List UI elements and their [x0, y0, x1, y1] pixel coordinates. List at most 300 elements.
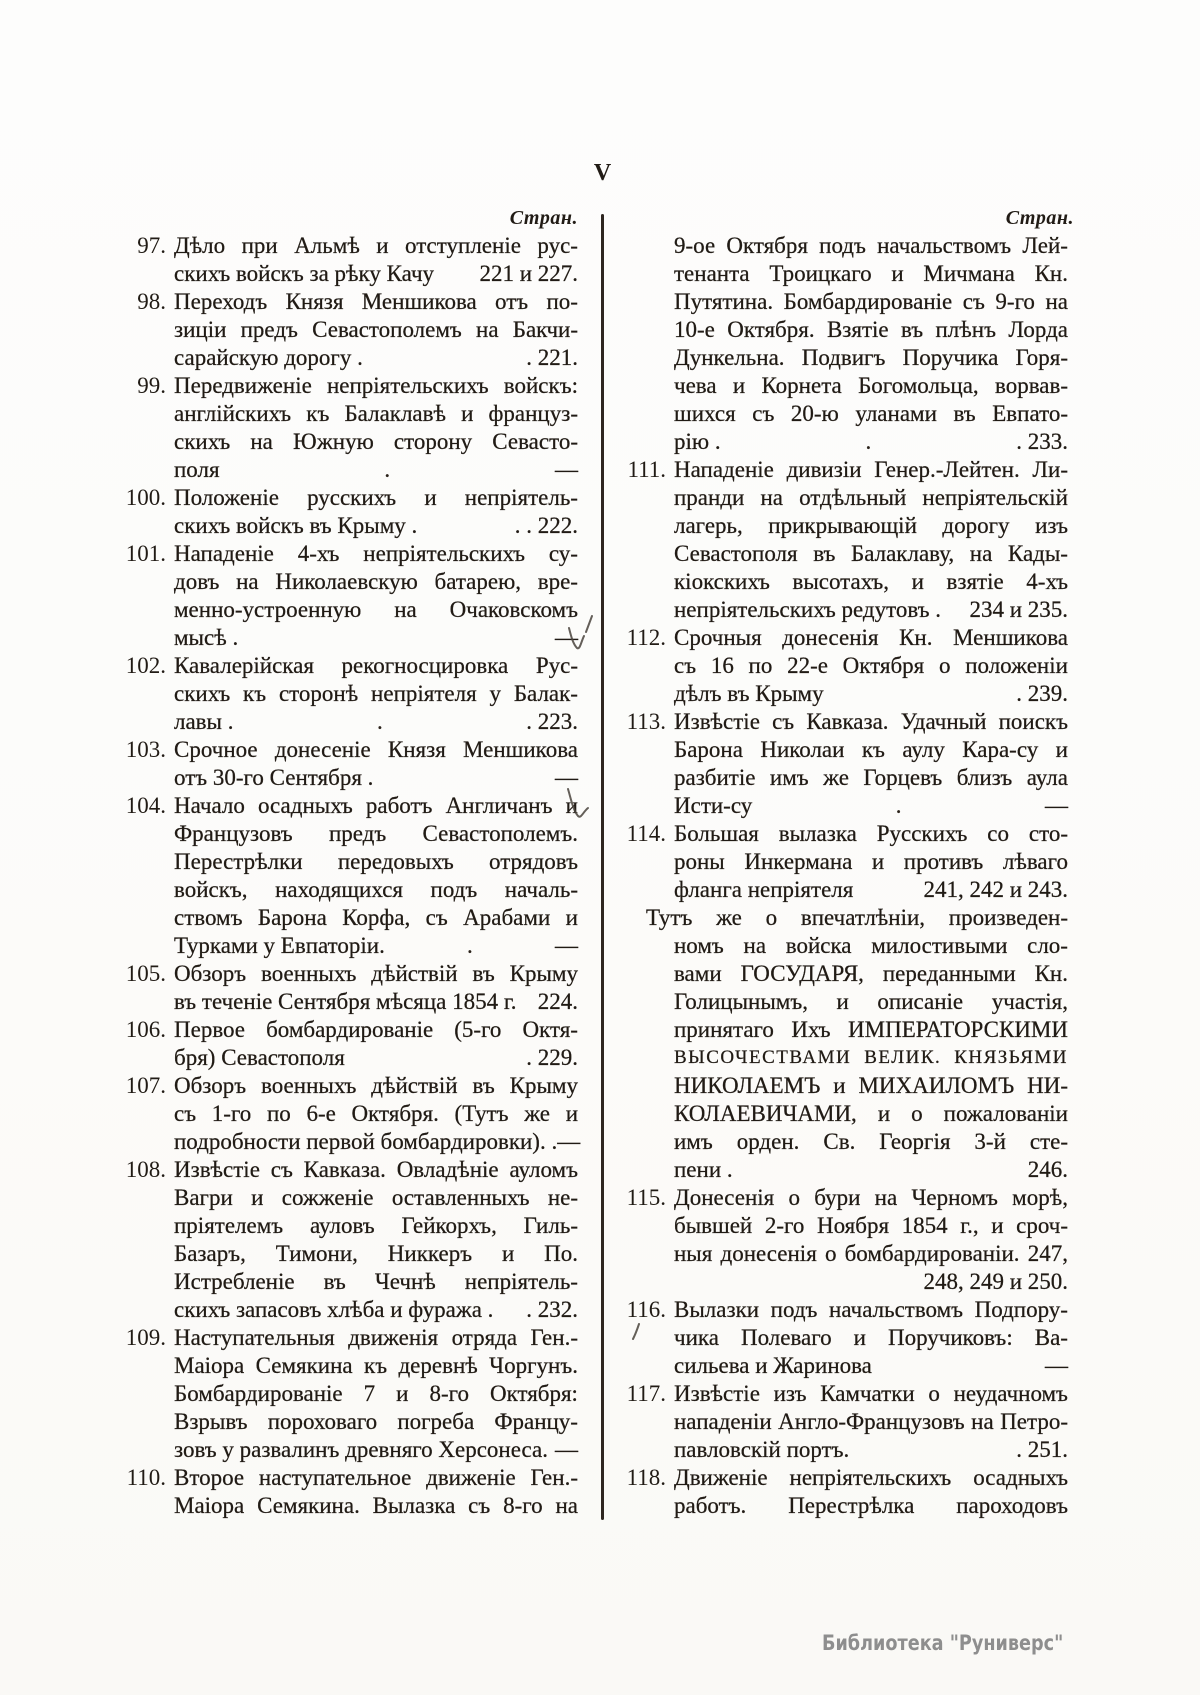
word: Овладѣніе — [396, 1157, 499, 1182]
word: Ноября — [817, 1213, 890, 1238]
word: войска — [785, 933, 852, 958]
word: Ихъ — [791, 1017, 831, 1042]
word: по — [266, 1101, 291, 1126]
toc-line — [174, 232, 578, 260]
entry-text: непріятельскихъ редутовъ . — [674, 597, 942, 622]
toc-line — [674, 652, 1068, 680]
word: Чечнѣ — [374, 1269, 436, 1294]
word: Альмѣ — [294, 233, 360, 258]
word: 3-й — [974, 1129, 1006, 1154]
page-ref: 234 и 235. — [969, 597, 1068, 622]
word: бури — [814, 1185, 861, 1210]
toc-line — [674, 680, 1068, 708]
page-ref: — — [1045, 1353, 1068, 1378]
page-ref: — — [555, 1437, 578, 1462]
word: менно-устроенную — [174, 597, 362, 622]
page-ref: . 233. — [1016, 429, 1068, 454]
word: и — [565, 793, 578, 818]
word: прикрывающій — [768, 513, 917, 538]
toc-line — [174, 820, 578, 848]
word: дивизіи — [786, 457, 862, 482]
page-ref: — — [555, 625, 578, 650]
toc-entry-98 — [137, 288, 578, 372]
word: сторонѣ — [278, 681, 359, 706]
word: движенія — [348, 1325, 439, 1350]
entry-text: пени . — [674, 1157, 733, 1182]
entry-number: 99. — [137, 373, 166, 398]
toc-line — [174, 1100, 578, 1128]
word: въ — [472, 961, 495, 986]
toc-entry-106 — [125, 1016, 578, 1072]
word: Троицкаго — [769, 261, 872, 286]
word: лагерь, — [674, 513, 743, 538]
page-ref: 248, 249 и 250. — [923, 1269, 1068, 1294]
word: въ — [900, 317, 924, 342]
word: номъ — [674, 933, 724, 958]
toc-line — [674, 792, 1068, 820]
word: 6-е — [306, 1101, 336, 1126]
entry-text: фланга непріятеля — [674, 877, 854, 902]
word: Георгія — [879, 1129, 951, 1154]
toc-line — [174, 288, 578, 316]
word: непріятельскихъ — [363, 541, 526, 566]
toc-entry-118 — [626, 1464, 1068, 1520]
toc-line — [674, 540, 1068, 568]
entry-number: 118. — [626, 1465, 666, 1490]
word: о — [765, 905, 778, 930]
word: 9-ое — [674, 233, 716, 258]
word: на — [236, 569, 259, 594]
word: Гиль- — [523, 1213, 578, 1238]
word: принятаго — [674, 1017, 774, 1042]
entry-number: 113. — [626, 709, 666, 734]
word: плѣнъ — [935, 317, 996, 342]
word: передовыхъ — [337, 849, 454, 874]
word: въ — [472, 1073, 495, 1098]
entry-number: 107. — [125, 1073, 166, 1098]
word: Вылазки — [674, 1297, 760, 1322]
word: Второе — [174, 1465, 245, 1490]
word: Балаклаву, — [851, 541, 955, 566]
word: Поручиковъ: — [887, 1325, 1013, 1350]
toc-line — [674, 1184, 1068, 1212]
entry-text: бря) Севастополя — [174, 1045, 345, 1070]
word: Крыму — [509, 1073, 578, 1098]
word: пранди — [674, 485, 745, 510]
toc-line — [174, 1380, 578, 1408]
entry-number: 114. — [626, 821, 666, 846]
word: Крыму — [509, 961, 578, 986]
word: Меншикова — [463, 737, 578, 762]
word: же — [716, 905, 742, 930]
word: морѣ, — [1012, 1185, 1068, 1210]
word: осадныхъ — [973, 1465, 1068, 1490]
word: 9-го — [995, 289, 1035, 314]
toc-line — [174, 904, 578, 932]
word: донесенія — [720, 1241, 817, 1266]
word: Маіора — [174, 1353, 245, 1378]
word: Никкеръ — [387, 1241, 473, 1266]
word: къ — [243, 681, 267, 706]
word: о — [911, 1101, 923, 1126]
toc-entry-112 — [626, 624, 1068, 708]
word: сто- — [1028, 821, 1068, 846]
toc-entry-113 — [626, 708, 1068, 820]
word: и — [833, 1073, 846, 1098]
word: Англо-Французовъ — [778, 1409, 965, 1434]
toc-line — [174, 708, 578, 736]
word: изъ — [773, 1381, 807, 1406]
page-ref: . . 222. — [514, 513, 578, 538]
word: Начало — [174, 793, 245, 818]
word: Очаковскомъ — [449, 597, 578, 622]
word: имъ — [769, 765, 809, 790]
word: Севастополемъ. — [422, 821, 578, 846]
word: подъ — [819, 233, 866, 258]
word: на — [555, 1493, 578, 1518]
toc-entry-115 — [626, 1184, 1068, 1296]
word: Меншикова — [953, 625, 1068, 650]
page-ref: 246. — [1027, 1157, 1068, 1182]
word: Англичанъ — [445, 793, 553, 818]
toc-line — [674, 1464, 1068, 1492]
toc-line — [174, 1492, 578, 1520]
toc-line — [174, 736, 578, 764]
word: о — [938, 653, 951, 678]
toc-line — [174, 1464, 578, 1492]
word: Св. — [823, 1129, 856, 1154]
word: и — [853, 1325, 866, 1350]
word: неудачномъ — [953, 1381, 1068, 1406]
toc-line — [674, 456, 1068, 484]
word: на — [394, 597, 417, 622]
word: Октября — [842, 653, 925, 678]
word: на — [1045, 289, 1068, 314]
entry-text: сильева и Жаринова — [674, 1353, 872, 1378]
toc-line — [674, 316, 1068, 344]
page-ref: — — [555, 457, 578, 482]
word: Поручика — [902, 345, 999, 370]
toc-line — [674, 512, 1068, 540]
entry-text: поля — [174, 457, 220, 482]
word: Дункельна. — [674, 345, 785, 370]
toc-line — [674, 1296, 1068, 1324]
word: Путятина. — [674, 289, 774, 314]
word: довъ — [174, 569, 220, 594]
word: Взрывъ — [174, 1409, 248, 1434]
word: съ — [425, 905, 448, 930]
page-ref: 224. — [537, 989, 578, 1014]
word: дѣйствій — [371, 1073, 458, 1098]
dot-leader: . — [377, 709, 383, 734]
word: на — [743, 933, 767, 958]
toc-line — [674, 1128, 1068, 1156]
word: англійскихъ — [174, 401, 292, 426]
word: су- — [548, 541, 578, 566]
word: аулу — [902, 737, 945, 762]
toc-line — [674, 288, 1068, 316]
word: Барона — [674, 737, 743, 762]
word: непріятель- — [464, 1269, 578, 1294]
toc-line — [174, 1212, 578, 1240]
word: пороховаго — [267, 1409, 378, 1434]
entry-number: 105. — [125, 961, 166, 986]
word: о — [788, 1185, 801, 1210]
word: съ — [174, 1101, 197, 1126]
word: сте- — [1029, 1129, 1068, 1154]
word: Подвигъ — [801, 345, 886, 370]
word: Извѣстіе — [174, 1157, 260, 1182]
toc-line — [174, 624, 578, 652]
word: Бакчи- — [512, 317, 578, 342]
word: Камчатки — [820, 1381, 915, 1406]
word: Маіора — [174, 1493, 245, 1518]
word: донесенія — [782, 625, 879, 650]
word: Горя- — [1015, 345, 1068, 370]
entry-number: 109. — [125, 1325, 166, 1350]
toc-line — [174, 792, 578, 820]
word: пріятелемъ — [174, 1213, 284, 1238]
word: близъ — [956, 765, 1013, 790]
word: Меншикова — [361, 289, 477, 314]
page-ref: . 229. — [526, 1045, 578, 1070]
word: Первое — [174, 1017, 246, 1042]
word: и — [501, 1241, 515, 1266]
toc-line — [174, 988, 578, 1016]
word: и — [565, 905, 578, 930]
word: Кн. — [1034, 261, 1068, 286]
page-ref: . 223. — [526, 709, 578, 734]
word: рус- — [537, 233, 578, 258]
toc-entry-103 — [125, 736, 578, 792]
pencil-check-mark-112 — [566, 614, 604, 658]
toc-line — [674, 1240, 1068, 1268]
word: вылазка — [778, 821, 857, 846]
word: на — [476, 317, 499, 342]
toc-line — [174, 848, 578, 876]
word: 8-го — [429, 1381, 469, 1406]
word: бомбардированіи. — [844, 1241, 1020, 1266]
word: Полеваго — [740, 1325, 832, 1350]
toc-line — [674, 1156, 1068, 1184]
word: тенанта — [674, 261, 750, 286]
word: чика — [674, 1325, 719, 1350]
word: Переходъ — [174, 289, 268, 314]
word: не- — [547, 1185, 578, 1210]
toc-line — [674, 260, 1068, 288]
toc-line — [174, 512, 578, 540]
word: Вылазка — [372, 1493, 456, 1518]
word: рекогносцировка — [341, 653, 509, 678]
word: 8-го — [503, 1493, 543, 1518]
toc-line — [174, 1184, 578, 1212]
page-ref: . 239. — [1016, 681, 1068, 706]
word: Балак- — [513, 681, 578, 706]
word: милостивыми — [871, 933, 1008, 958]
word: Движеніе — [674, 1465, 768, 1490]
word: на — [250, 429, 273, 454]
word: Бомбардированіе — [174, 1381, 343, 1406]
word: и — [877, 1101, 891, 1126]
word: работъ — [365, 793, 433, 818]
word: пожалованіи — [943, 1101, 1068, 1126]
word: Генер.-Лейтен. — [874, 457, 1020, 482]
word: Положеніе — [174, 485, 279, 510]
word: Перестрѣлки — [174, 849, 303, 874]
word: наступательное — [258, 1465, 412, 1490]
word: скихъ — [174, 429, 231, 454]
word: со — [987, 821, 1010, 846]
word: Николаевскую — [275, 569, 418, 594]
word: Октября. — [351, 1101, 439, 1126]
word: Удачный — [900, 709, 987, 734]
toc-line — [174, 316, 578, 344]
word: отряда — [451, 1325, 518, 1350]
word: съ — [674, 653, 697, 678]
word: войскъ: — [503, 373, 578, 398]
word: Базаръ, — [174, 1241, 246, 1266]
word: Кара-су — [962, 737, 1039, 762]
word: сторону — [393, 429, 473, 454]
dot-leader: . — [467, 933, 473, 958]
entry-number: 101. — [125, 541, 166, 566]
word: ИМПЕРАТОРСКИМИ — [848, 1017, 1068, 1042]
toc-line — [174, 344, 578, 372]
word: чева — [674, 373, 717, 398]
word: Петро- — [1000, 1409, 1068, 1434]
word: сроч- — [1016, 1213, 1068, 1238]
word: ауломъ — [509, 1157, 578, 1182]
toc-line — [674, 708, 1068, 736]
toc-line — [174, 372, 578, 400]
toc-line — [174, 596, 578, 624]
word: разбитіе — [674, 765, 756, 790]
toc-entry-104 — [125, 792, 578, 960]
word: (5-го — [454, 1017, 502, 1042]
word: Извѣстіе — [674, 1381, 760, 1406]
toc-line — [674, 1436, 1068, 1464]
word: зиціи — [174, 317, 227, 342]
toc-line — [674, 1072, 1068, 1100]
toc-line — [674, 820, 1068, 848]
word: Князя — [387, 737, 446, 762]
word: Черномъ — [911, 1185, 998, 1210]
word: Октября. — [727, 317, 815, 342]
word: ныя — [674, 1241, 713, 1266]
word: началь- — [504, 877, 578, 902]
word: съ — [962, 289, 985, 314]
toc-entry-111 — [627, 456, 1068, 624]
word: 7 — [363, 1381, 376, 1406]
entry-text: мысѣ . — [174, 625, 239, 650]
word: г., — [960, 1213, 979, 1238]
word: КНЯЗЬЯМИ — [954, 1047, 1068, 1068]
word: Гейкорхъ, — [401, 1213, 497, 1238]
toc-line — [674, 1212, 1068, 1240]
word: непріятельскихъ — [326, 373, 489, 398]
word: военныхъ — [261, 961, 357, 986]
word: Лорда — [1008, 317, 1068, 342]
entry-text: зовъ у развалинъ древняго Херсонеса. — [174, 1437, 548, 1462]
word: Обзоръ — [174, 1073, 247, 1098]
entry-text: лавы . — [174, 709, 234, 734]
word: скихъ — [174, 681, 231, 706]
word: изъ — [1035, 513, 1068, 538]
word: предъ — [328, 821, 387, 846]
entry-number: 117. — [626, 1381, 666, 1406]
word: сожженіе — [281, 1185, 374, 1210]
word: дѣйствій — [371, 961, 458, 986]
word: 4-хъ — [1026, 569, 1068, 594]
toc-line — [674, 1380, 1068, 1408]
entry-text: скихъ запасовъ хлѣба и фуража . — [174, 1297, 494, 1322]
word: Южную — [292, 429, 374, 454]
word: высотахъ, — [792, 569, 889, 594]
toc-entry-97 — [137, 232, 578, 288]
word: и — [251, 1185, 264, 1210]
toc-line — [174, 876, 578, 904]
toc-line — [674, 372, 1068, 400]
word: бомбардированіе — [266, 1017, 434, 1042]
word: въ — [813, 541, 836, 566]
entry-number: 97. — [137, 233, 166, 258]
toc-line — [674, 1268, 1068, 1296]
word: же — [524, 1101, 551, 1126]
entry-number: 115. — [626, 1185, 666, 1210]
word: военныхъ — [261, 1073, 357, 1098]
word: нападеніи — [674, 1409, 772, 1434]
word: 16 — [710, 653, 734, 678]
page-ref: . 232. — [526, 1297, 578, 1322]
toc-line — [674, 1408, 1068, 1436]
toc-entry-114 — [626, 820, 1068, 904]
toc-line — [174, 400, 578, 428]
word: (Тутъ — [454, 1101, 509, 1126]
word: съ — [270, 1157, 293, 1182]
entry-number: 103. — [125, 737, 166, 762]
entry-number: 98. — [137, 289, 166, 314]
word: и — [911, 569, 924, 594]
word: Извѣстіе — [674, 709, 760, 734]
word: взятіе — [946, 569, 1004, 594]
word: подъ — [770, 1297, 818, 1322]
entry-number: 104. — [125, 793, 166, 818]
dot-leader: . — [384, 457, 391, 482]
word: ворвав- — [995, 373, 1068, 398]
word: Наступательныя — [174, 1325, 335, 1350]
toc-line — [674, 344, 1068, 372]
toc-line — [174, 1296, 578, 1324]
word: Срочное — [174, 737, 258, 762]
word: Тимони, — [275, 1241, 358, 1266]
entry-text: въ теченіе Сентября мѣсяца 1854 г. — [174, 989, 517, 1014]
toc-line — [646, 904, 1068, 932]
word: НИ- — [1027, 1073, 1068, 1098]
toc-line — [174, 484, 578, 512]
entry-number: 112. — [626, 625, 666, 650]
word: Арабами — [463, 905, 551, 930]
word: Ва- — [1034, 1325, 1068, 1350]
word: 1854 — [901, 1213, 948, 1238]
toc-line — [174, 1408, 578, 1436]
toc-line — [674, 1492, 1068, 1520]
word: и — [991, 1213, 1004, 1238]
entry-text: подробности первой бомбардировки). . — [174, 1129, 558, 1154]
word: по- — [546, 289, 578, 314]
word: Ли- — [1032, 457, 1068, 482]
entry-text: павловскій портъ. — [674, 1437, 850, 1462]
word: и — [424, 485, 437, 510]
